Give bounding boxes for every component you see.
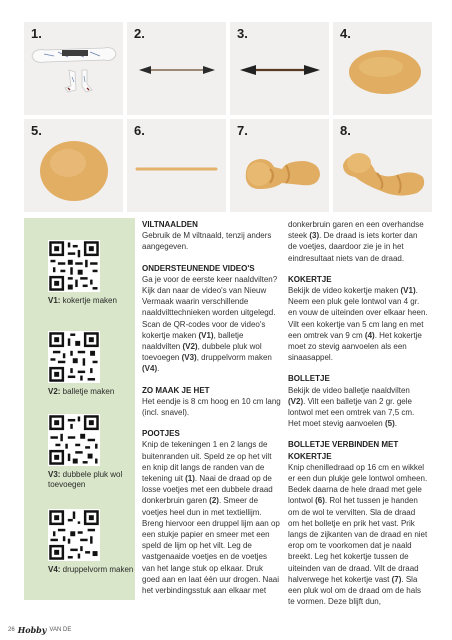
- photo-row-bottom: [24, 119, 432, 212]
- video-code: V3:: [48, 470, 61, 479]
- body-text: .: [157, 364, 160, 374]
- duck-body-shaping-icon: [333, 119, 432, 212]
- step-number: 4.: [340, 26, 351, 41]
- wrapped-chenille-wire-icon: [127, 119, 226, 212]
- ball-and-tube-joined-icon: [230, 119, 329, 212]
- body-text: . Sla een pluk wol om de draad om de hals te vormen. Deze blijft dun,: [288, 574, 421, 607]
- body-text: , dubbele pluk wol toevoegen: [142, 342, 262, 363]
- section-heading: BOLLETJE VERBINDEN MET KOKERTJE: [288, 440, 399, 461]
- sewn-feet-icon: [230, 22, 329, 115]
- video-label: dubbele pluk wol toevoegen: [48, 470, 123, 489]
- photo-row-top: [24, 22, 432, 115]
- video-ref: (V2): [288, 396, 304, 406]
- step-ref: (7): [391, 574, 402, 584]
- section-verbinden: [288, 439, 428, 607]
- step-ref: (5): [384, 419, 395, 429]
- body-text: donkerbruin garen en een overhandse steek: [288, 220, 424, 241]
- video-code: V2:: [48, 387, 61, 396]
- felt-feet-pattern-icon: [24, 22, 123, 115]
- step-photo-8: [333, 119, 432, 212]
- section-pootjes-continued: [288, 219, 428, 264]
- video-ref: (V3): [181, 353, 197, 363]
- video-ref: (V1): [400, 286, 416, 296]
- step-ref: (3): [309, 231, 320, 241]
- video-code: V4:: [48, 565, 61, 574]
- body-text: Het eendje is 8 cm hoog en 10 cm lang (incl. snavel).: [142, 396, 281, 418]
- section-pootjes: [142, 428, 282, 596]
- step-ref: (4): [364, 330, 375, 340]
- step-number: 1.: [31, 26, 42, 41]
- qr-code-icon[interactable]: [48, 240, 100, 292]
- step-ref: (6): [315, 496, 325, 506]
- step-photo-4: [333, 22, 432, 115]
- body-text: , druppelvorm maken: [196, 353, 272, 363]
- body-text: . Rol het tussen je handen om de wol te vervilten. Sla de draad om het bolletje en prik het vast. Prik langs de zijkanten van de draad en niet erop om te voorkomen dat je naald breekt. Leg het kokertje tussen de uiteinden van de draad. Vilt de draad halverwege het kokertje vast: [288, 496, 428, 584]
- step-number: 7.: [237, 123, 248, 138]
- section-heading: ONDERSTEUNENDE VIDEO'S: [142, 263, 255, 273]
- step-ref: (1): [185, 474, 195, 484]
- step-photo-grid: [24, 22, 432, 216]
- body-text: . Naai de draad op de losse voetjes met een dubbele draad donkerbruin garen: [142, 474, 273, 506]
- qr-code-icon[interactable]: [48, 414, 100, 466]
- body-text: . De draad is iets korter dan de voetjes, daardoor zie je in het eindresultaat niets van de draad.: [288, 231, 418, 263]
- qr-block-v2: [24, 331, 135, 397]
- text-column-left: [142, 219, 282, 606]
- body-text: Ga je voor de eerste keer naaldvilten? Kijk dan naar de video's van Nieuw Vermaak waarin verschillende naaldvilttechnieken worden uitgelegd. Scan de QR-codes voor de video's kokertje maken: [142, 274, 278, 340]
- body-text: Knip de tekeningen 1 en 2 langs de buitenranden uit. Speld ze op het vilt en knip dit langs de randen van de tekening uit: [142, 440, 272, 484]
- qr-caption: [48, 470, 134, 490]
- qr-caption: [48, 565, 134, 575]
- qr-block-v1: [24, 240, 135, 306]
- video-label: druppelvorm maken: [60, 565, 134, 574]
- step-number: 3.: [237, 26, 248, 41]
- step-photo-1: [24, 22, 123, 115]
- video-label: kokertje maken: [60, 296, 117, 305]
- step-photo-5: [24, 119, 123, 212]
- page-number: 26: [8, 627, 15, 633]
- qr-caption: [48, 296, 134, 306]
- section-videos: [142, 263, 282, 375]
- body-text: , balletje naaldvilten: [142, 330, 244, 352]
- video-ref: (V4): [142, 364, 158, 374]
- section-zo-maak-je-het: [142, 385, 282, 419]
- magazine-logo-suffix: VAN DE: [49, 627, 72, 633]
- qr-caption: [48, 387, 134, 397]
- video-label: balletje maken: [60, 387, 115, 396]
- step-photo-7: [230, 119, 329, 212]
- qr-block-v3: [24, 414, 135, 490]
- section-heading: POOTJES: [142, 429, 180, 439]
- step-photo-2: [127, 22, 226, 115]
- video-sidebar: [24, 218, 135, 600]
- qr-block-v4: [24, 509, 135, 575]
- page-footer: [8, 625, 71, 635]
- step-number: 8.: [340, 123, 351, 138]
- video-code: V1:: [48, 296, 61, 305]
- body-text: . Smeer de voetjes heel dun in met textiellijm. Breng hiervoor een druppel lijm aan op een stukje papier en smeer met een speld de lijm op het vilt. Leg de vastgenaaide voetjes en de voetjes van het lange stuk op elkaar. Druk goed aan en laat één uur drogen. Naai het verbindingsstuk aan elkaar met: [142, 496, 280, 596]
- body-text: Bekijk de video balletje naaldvilten: [288, 385, 410, 395]
- thread-with-feet-icon: [127, 22, 226, 115]
- body-text: Gebruik de M viltnaald, tenzij anders aangegeven.: [142, 231, 272, 252]
- section-heading: KOKERTJE: [288, 274, 332, 284]
- video-ref: (V2): [182, 342, 198, 352]
- body-text: Bekijk de video kokertje maken: [288, 286, 401, 296]
- section-bolletje: [288, 373, 428, 429]
- wool-ball-icon: [24, 119, 123, 212]
- body-text: .: [394, 419, 397, 429]
- section-viltnaalden: [142, 219, 282, 253]
- wool-tube-icon: [333, 22, 432, 115]
- text-column-right: [288, 219, 428, 618]
- video-ref: (V1): [198, 330, 214, 340]
- step-photo-3: [230, 22, 329, 115]
- section-heading: VILTNAALDEN: [142, 220, 198, 229]
- step-photo-6: [127, 119, 226, 212]
- step-ref: (2): [209, 496, 219, 506]
- body-text: . Vilt een balletje van 2 gr. gele lontwol met een omtrek van 7,5 cm. Het moet stevig aanvoelen: [288, 396, 415, 429]
- section-kokertje: [288, 274, 428, 364]
- body-text: . Het kokertje moet zo stevig aanvoelen als een sinaasappel.: [288, 330, 422, 363]
- body-text: Knip chenilledraad op 16 cm en wikkel er een dun plukje gele lontwol omheen. Bedek daarna de hele draad met gele lontwol: [288, 462, 428, 506]
- qr-code-icon[interactable]: [48, 331, 100, 383]
- section-heading: BOLLETJE: [288, 374, 330, 384]
- step-number: 6.: [134, 123, 145, 138]
- step-number: 5.: [31, 123, 42, 138]
- qr-code-icon[interactable]: [48, 509, 100, 561]
- body-text: . Neem een pluk gele lontwol van 4 gr. en vouw de uiteinden over elkaar heen. Vilt een kokertje van 5 cm lang en met een omtrek van 9 cm: [288, 286, 428, 340]
- section-heading: ZO MAAK JE HET: [142, 385, 210, 395]
- magazine-logo: Hobby: [17, 625, 47, 635]
- step-number: 2.: [134, 26, 145, 41]
